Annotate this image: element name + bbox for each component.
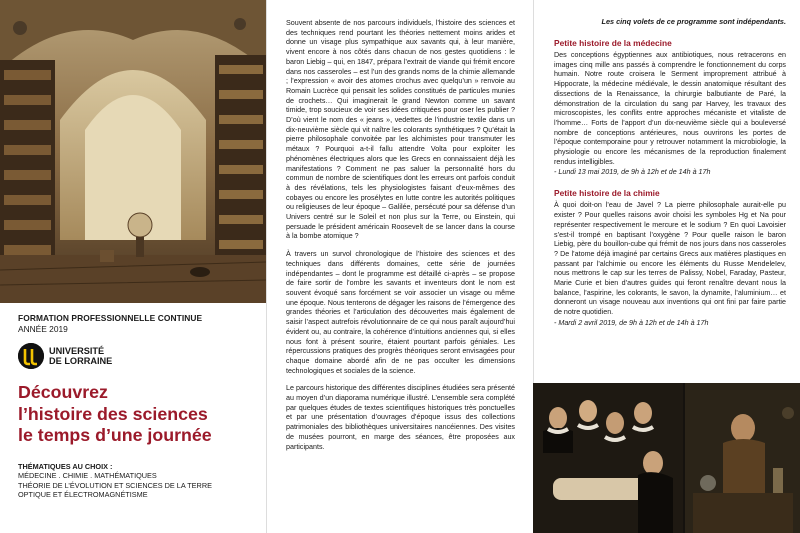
university-logo-icon — [18, 343, 44, 369]
section-date-medecine: - Lundi 13 mai 2019, de 9h à 12h et de 14h à 17h — [554, 168, 711, 177]
section-title-chimie: Petite histoire de la chimie — [554, 188, 660, 199]
date-text: Lundi 13 mai 2019, de 9h à 12h et de 14h à 17h — [558, 168, 711, 177]
left-column — [0, 0, 266, 533]
middle-column — [266, 0, 532, 533]
section-body-medecine: Des conceptions égyptiennes aux antibiotiques, nous retracerons en images cinq mille ans passés à comprendre le fonctionnement du corps humain. Notre route croisera le Serment improprement attribué à Hippocrate, la médecine médiévale, le dessin anatomique résultant des dissections de la Renaissance, la chirurgie balbutiante de Paré, la démonstration de la circulation du sang par Harvey, les travaux des microscopistes, les conflits entre approches mécaniste et vitaliste de l’homme… Forts de l’apport d’un dix-neuvième siècle qui a bouleversé nombre de conceptions antérieures, nous ouvrirons les portes de l’époque contemporaine pour y retrouver notamment la microbiologie, la physiologie ou encore les mécanismes de la reproduction finalement rendus intelligibles. — [554, 51, 786, 166]
independence-note: Les cinq volets de ce programme sont indépendants. — [601, 17, 786, 26]
theme-item: MÉDECINE . CHIMIE . MATHÉMATIQUES — [18, 471, 157, 481]
main-headline — [18, 382, 258, 447]
university-logo — [18, 343, 258, 369]
intro-paragraph: Souvent absente de nos parcours individuels, l’histoire des sciences et des techniques rend pourtant les théories nettement moins arides et donne un visage plus sympathique aux savants qui, à leur manière, vivent encore à nos côtés dans chacun de nos gestes quotidiens : le baron Liebig – qui, en 1847, prépara l’extrait de viande qui frémit encore dans nos casseroles – est l’un des grands noms de la chimie allemande ; l’expression « avoir des atomes crochus avec quelqu’un » renvoie au Romain Lucrèce qui pensait les solides constitués de particules munies de crochets… Qui imaginerait le grand Newton comme un savant timide, trop soucieux de voir ses idées critiquées pour oser les publier ? D’où vient le nom des « jeans », vedettes de l’industrie textile dans un dix-neuvième siècle qui vit naître les colorants synthétiques ? Qu’était la pierre philosophale convoitée par les alchimistes pour transmuter les métaux ? Pourquoi a-t-il fallu attendre Volta pour exploiter les phénomènes électriques alors que les Grecs en connaissaient déjà les manifestations ? Comment ne pas saluer la personnalité hors du commun de nombre de scientifiques dont les erreurs ont parfois conduit à des révélations, tels les physiologistes faisant d’eux-mêmes des cobayes ou encore les prosélytes en lutte contre les autorités politiques ou religieuses de leur époque – Galilée, persécuté pour sa défense d’un Univers centré sur le Soleil et non plus sur la Terre, ou Einstein, qui persuade le président américain Roosevelt de se lancer dans la course à la bombe atomique ? — [286, 19, 515, 241]
theme-item: THÉORIE DE L’ÉVOLUTION ET SCIENCES DE LA TERRE — [18, 480, 212, 490]
themes-block — [18, 462, 258, 500]
program-kicker: FORMATION PROFESSIONNELLE CONTINUE — [18, 313, 203, 323]
program-sections — [554, 17, 786, 339]
logo-text-line2: DE LORRAINE — [49, 356, 113, 366]
headline-line: Découvrez — [18, 382, 108, 402]
section-title-medecine: Petite histoire de la médecine — [554, 38, 672, 48]
headline-line: l’histoire des sciences — [18, 403, 208, 424]
theme-item: OPTIQUE ET ÉLECTROMAGNÉTISME — [18, 490, 148, 500]
approach-paragraph: À travers un survol chronologique de l’histoire des sciences et des techniques dans différents domaines, cette série de journées indépendantes – dont le programme est détaillé ci-après – se propose de faire sortir de l’ombre les savants et inventeurs dont le nom est souvent évoqué sans forcément se voir associer un visage ou même une époque. Nous tenterons de dégager les raisons de l’émergence des grandes théories et l’articulation des découvertes mais également de saisir l’aspect autrefois révolutionnaire de ce qui nous paraît aujourd’hui évident ou, au contraire, la cohérence d’intuitions anciennes qui, si elles nous font à présent sourire, étaient pourtant parfois géniales. Les répercussions pratiques des progrès théoriques seront envisagées pour chaque domaine abordé afin de ne pas occulter les dimensions technologiques et sociales de la science. — [286, 250, 515, 375]
logo-text-line1: UNIVERSITÉ — [49, 345, 105, 356]
date-text: Mardi 2 avril 2019, de 9h à 12h et de 14h à 17h — [558, 318, 709, 327]
themes-title: THÉMATIQUES AU CHOIX : — [18, 461, 113, 471]
section-date-chimie: - Mardi 2 avril 2019, de 9h à 12h et de 14h à 17h — [554, 318, 709, 327]
headline-line: le temps d’une journée — [18, 425, 212, 445]
format-paragraph: Le parcours historique des différentes disciplines étudiées sera présenté au moyen d’un diaporama numérique illustré. L’ensemble sera complété par quelques études de textes scientifiques historiques très ponctuelles et par une présentation d’ouvrages d’époque issus des collections patrimoniales des bibliothèques universitaires nancéiennes. Des visites de musées pourront, en marge des séances, être proposées aux participants. — [286, 384, 515, 451]
cabinet-of-curiosities-painting — [0, 0, 266, 303]
program-year: ANNÉE 2019 — [18, 324, 68, 334]
left-text-block — [18, 313, 258, 500]
section-body-chimie: À quoi doit-on l’eau de Javel ? La pierre philosophale aurait-elle pu exister ? Pour quelles raisons avoir choisi les symboles Hg et Na pour représenter respectivement le mercure et le sodium ? En quoi Lavoisier s’est-il trompé en baptisant l’oxygène ? Pour quelle raison le baron Liebig, père du bouillon-cube qui frémit de nos jours dans nos casseroles ? De l’atome déjà imaginé par certains Grecs aux matières plastiques en passant par l’alchimie ou encore les éléments du Russe Mendeleïev, nous mettrons le cap sur les terres de Palissy, Nobel, Faraday, Pasteur, Marie Curie et bien d’autres guides qui feront renaître devant nous la balance, l’aspirine, les colorants, le savon, la dynamite, l’aluminium… et donneront un visage nouveau aux inventions qui ont fini par faire partie de notre quotidien. — [554, 201, 786, 317]
anatomy-lesson-painting — [533, 383, 800, 533]
